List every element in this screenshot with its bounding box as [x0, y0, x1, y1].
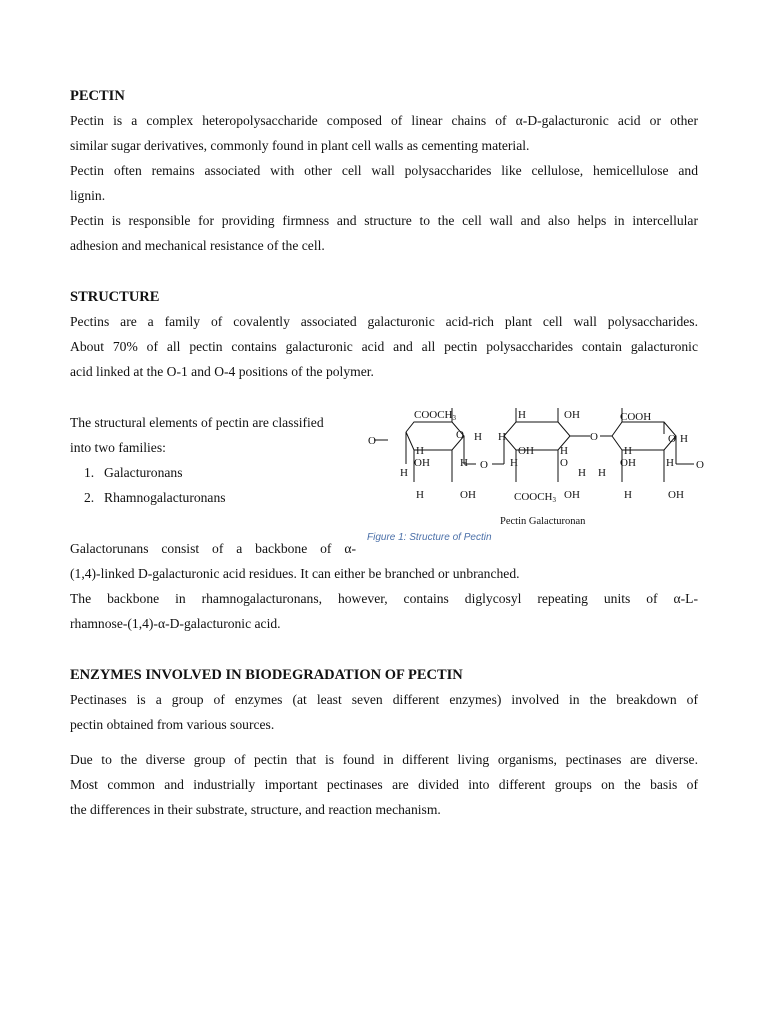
h-label: H — [578, 467, 586, 479]
pectin-heading: PECTIN — [70, 88, 125, 104]
oh-label: OH — [564, 409, 580, 421]
cooch3-label: COOCH3 — [414, 409, 457, 422]
families-line1: The structural elements of pectin are classified — [70, 415, 324, 430]
list-number: 2. — [84, 490, 95, 505]
h-label: H — [416, 445, 424, 457]
list-item — [84, 460, 226, 485]
enzymes-p1 — [70, 687, 698, 737]
oh-label: OH — [460, 489, 476, 501]
pectin-p2-line1: Pectin often remains associated with other cell wall polysaccharides like cellulose, hemicellulose and — [70, 163, 698, 178]
h-label: H — [598, 467, 606, 479]
families-text — [70, 410, 360, 460]
glycosidic-oxygen-label: O — [590, 431, 598, 443]
enzymes-p2-line1: Due to the diverse group of pectin that is found in different living organisms, pectinases are diverse. — [70, 752, 698, 767]
pectin-structure-figure — [368, 404, 712, 530]
enzymes-p2 — [70, 747, 698, 822]
h-label: H — [624, 489, 632, 501]
enzymes-p2-line2: Most common and industrially important pectinases are divided into different groups on the basis of — [70, 777, 698, 792]
pectin-intro — [70, 108, 698, 258]
list-item — [84, 485, 226, 510]
pectin-p1-line2: similar sugar derivatives, commonly found in plant cell walls as cementing material. — [70, 138, 530, 153]
ring-oxygen-label: O — [668, 433, 676, 445]
h-label: H — [416, 489, 424, 501]
ring-oxygen-label: O — [560, 457, 568, 469]
enzymes-p1-line2: pectin obtained from various sources. — [70, 717, 275, 732]
enzymes-p2-line3: the differences in their substrate, structure, and reaction mechanism. — [70, 802, 441, 817]
galacturonans-text — [70, 536, 356, 561]
rhamno-line1: The backbone in rhamnogalacturonans, however, contains diglycosyl repeating units of α-L- — [70, 591, 698, 606]
families-list — [84, 460, 226, 510]
ring-oxygen-label: O — [456, 429, 464, 441]
list-number: 1. — [84, 465, 95, 480]
cooch3-label: COOCH3 — [514, 491, 557, 504]
h-label: H — [510, 457, 518, 469]
cooh-label: COOH — [620, 411, 652, 423]
backbone-text — [70, 561, 698, 636]
enzymes-p1-line1: Pectinases is a group of enzymes (at least seven different enzymes) involved in the breakdown of — [70, 692, 698, 707]
structure-p1-line1: Pectins are a family of covalently associated galacturonic acid-rich plant cell wall polysaccharides. — [70, 314, 698, 329]
h-label: H — [474, 431, 482, 443]
h-label: H — [666, 457, 674, 469]
oh-label: OH — [668, 489, 684, 501]
enzymes-heading: ENZYMES INVOLVED IN BIODEGRADATION OF PECTIN — [70, 667, 463, 683]
pectin-p2-line2: lignin. — [70, 188, 106, 203]
h-label: H — [498, 431, 506, 443]
h-label: H — [460, 457, 468, 469]
h-label: H — [400, 467, 408, 479]
structure-p1-line3: acid linked at the O-1 and O-4 positions of the polymer. — [70, 364, 374, 379]
pectin-p3-line2: adhesion and mechanical resistance of the cell. — [70, 238, 325, 253]
structure-intro — [70, 309, 698, 384]
oh-label: OH — [620, 457, 636, 469]
h-label: H — [518, 409, 526, 421]
pectin-p1-line1: Pectin is a complex heteropolysaccharide composed of linear chains of α-D-galacturonic acid or other — [70, 113, 698, 128]
rhamno-line2: rhamnose-(1,4)-α-D-galacturonic acid. — [70, 616, 281, 631]
figure-title: Pectin Galacturonan — [500, 516, 586, 527]
figure-caption: Figure 1: Structure of Pectin — [367, 532, 492, 543]
h-label: H — [624, 445, 632, 457]
oh-label: OH — [518, 445, 534, 457]
galacturonans-line2: (1,4)-linked D-galacturonic acid residues. It can either be branched or unbranched. — [70, 566, 520, 581]
oh-label: OH — [564, 489, 580, 501]
h-label: H — [680, 433, 688, 445]
galacturonans-line1: Galactorunans consist of a backbone of α- — [70, 541, 356, 556]
h-label: H — [560, 445, 568, 457]
families-line2: into two families: — [70, 440, 166, 455]
structure-heading: STRUCTURE — [70, 289, 160, 305]
terminal-oxygen-label: O — [696, 459, 704, 471]
oh-label: OH — [414, 457, 430, 469]
pectin-p3-line1: Pectin is responsible for providing firmness and structure to the cell wall and also helps in intercellular — [70, 213, 698, 228]
structure-p1-line2: About 70% of all pectin contains galacturonic acid and all pectin polysaccharides contain galacturonic — [70, 339, 698, 354]
list-label: Rhamnogalacturonans — [104, 490, 226, 505]
list-label: Galacturonans — [104, 465, 183, 480]
terminal-oxygen-label: O — [368, 435, 376, 447]
glycosidic-oxygen-label: O — [480, 459, 488, 471]
